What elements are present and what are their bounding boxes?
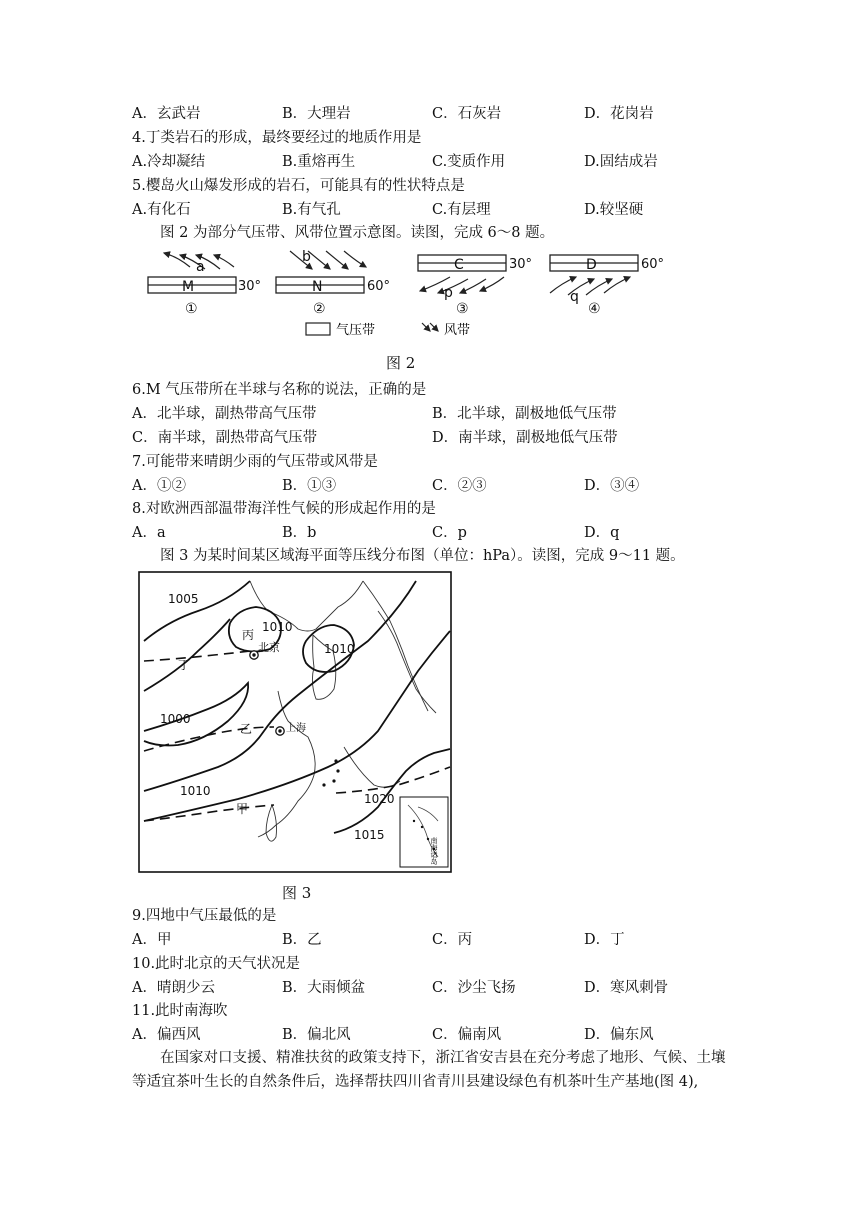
q7-stem: 7.可能带来晴朗少雨的气压带或风带是: [132, 454, 378, 470]
option: A．①②: [132, 478, 186, 494]
option: C．②③: [432, 478, 487, 494]
option: D．丁: [584, 932, 625, 948]
wind-label-p: p: [444, 285, 453, 301]
intro-paragraph: 在国家对口支援、精准扶贫的政策支持下，浙江省安吉县在充分考虑了地形、气候、土壤等适宜茶叶生长的自然条件后，选择帮扶四川省青川县建设绿色有机茶叶生产基地(图 4),: [132, 1050, 726, 1090]
q5-stem: 5.樱岛火山爆发形成的岩石，可能具有的性状特点是: [132, 178, 465, 194]
option: C．沙尘飞扬: [432, 980, 516, 996]
option: C.有层理: [432, 202, 491, 218]
panel-number: ④: [588, 301, 601, 317]
q9-stem: 9.四地中气压最低的是: [132, 908, 277, 924]
fig3-intro: 图 3 为某时间某区域海平面等压线分布图（单位：hPa）。读图，完成 9～11 题。: [160, 548, 685, 564]
isobar-label: 1010: [262, 620, 293, 634]
option: A．偏西风: [132, 1027, 201, 1043]
isobar-label: 1020: [364, 792, 395, 806]
fig2-diagram: [130, 245, 690, 345]
option: B.重熔再生: [282, 154, 356, 170]
isobar-label: 1015: [354, 828, 385, 842]
legend-pressure-swatch: [306, 323, 330, 335]
place-bing: 丙: [242, 628, 255, 642]
option: A．甲: [132, 932, 172, 948]
wind-label-b: b: [302, 249, 311, 265]
legend-wind-label: 风带: [444, 323, 471, 338]
place-shanghai: 上海: [286, 723, 306, 734]
option: C．偏南风: [432, 1027, 502, 1043]
belt-label-d: D: [586, 257, 597, 273]
legend-pressure-label: 气压带: [336, 323, 376, 338]
option: C．石灰岩: [432, 106, 502, 122]
place-jia: 甲: [236, 802, 249, 816]
option: B．北半球，副极地低气压带: [432, 406, 617, 422]
place-yi: 乙: [240, 722, 253, 736]
option: C.变质作用: [432, 154, 506, 170]
option: D．花岗岩: [584, 106, 654, 122]
panel-number: ③: [456, 301, 469, 317]
fig2-intro: 图 2 为部分气压带、风带位置示意图。读图，完成 6～8 题。: [160, 225, 555, 241]
panel-number: ②: [313, 301, 326, 317]
panel-number: ①: [185, 301, 198, 317]
wind-label-q: q: [570, 289, 579, 305]
q8-stem: 8.对欧洲西部温带海洋性气候的形成起作用的是: [132, 501, 436, 517]
option: C．p: [432, 525, 467, 541]
fig3-map: [138, 571, 452, 873]
option: A．晴朗少云: [132, 980, 215, 996]
option: A.有化石: [132, 202, 191, 218]
option: D.较坚硬: [584, 202, 644, 218]
place-ding: 丁: [178, 658, 191, 672]
lat-label: 30°: [238, 279, 262, 294]
option: D．q: [584, 525, 620, 541]
option: B．大雨倾盆: [282, 980, 366, 996]
option: C．南半球，副热带高气压带: [132, 430, 318, 446]
option: A．北半球，副热带高气压带: [132, 406, 317, 422]
option: D．偏东风: [584, 1027, 654, 1043]
wind-label-a: a: [196, 259, 205, 275]
lat-label: 60°: [367, 279, 391, 294]
option: D.固结成岩: [584, 154, 658, 170]
inset-box: [400, 797, 448, 867]
fig3-caption: 图 3: [282, 884, 312, 902]
option: D．③④: [584, 478, 640, 494]
option: A.冷却凝结: [132, 154, 206, 170]
option: B．偏北风: [282, 1027, 351, 1043]
isobar-label: 1010: [180, 784, 211, 798]
option: A．玄武岩: [132, 106, 201, 122]
option: C．丙: [432, 932, 473, 948]
option: B．乙: [282, 932, 322, 948]
option: D．寒风刺骨: [584, 980, 669, 996]
option: B．大理岩: [282, 106, 351, 122]
option: D．南半球，副极地低气压带: [432, 430, 618, 446]
option: B.有气孔: [282, 202, 341, 218]
belt-label-m: M: [182, 279, 195, 295]
lat-label: 30°: [509, 257, 533, 272]
option: B．b: [282, 525, 317, 541]
q4-stem: 4.丁类岩石的形成，最终要经过的地质作用是: [132, 130, 422, 146]
lat-label: 60°: [641, 257, 665, 272]
belt-label-c: C: [454, 257, 464, 273]
q6-stem: 6.M 气压带所在半球与名称的说法，正确的是: [132, 382, 427, 398]
belt-label-n: N: [312, 279, 323, 295]
isobar-label: 1010: [324, 642, 355, 656]
isobar-label: 1005: [168, 592, 199, 606]
q11-stem: 11.此时南海吹: [132, 1003, 228, 1019]
option: B．①③: [282, 478, 337, 494]
place-beijing: 北京: [258, 641, 280, 654]
q10-stem: 10.此时北京的天气状况是: [132, 956, 301, 972]
legend-wind-swatch: [422, 323, 438, 331]
inset-label: 南海诸岛: [430, 837, 438, 865]
option: A．a: [132, 525, 166, 541]
fig2-caption: 图 2: [386, 354, 416, 372]
isobar-label: 1000: [160, 712, 191, 726]
